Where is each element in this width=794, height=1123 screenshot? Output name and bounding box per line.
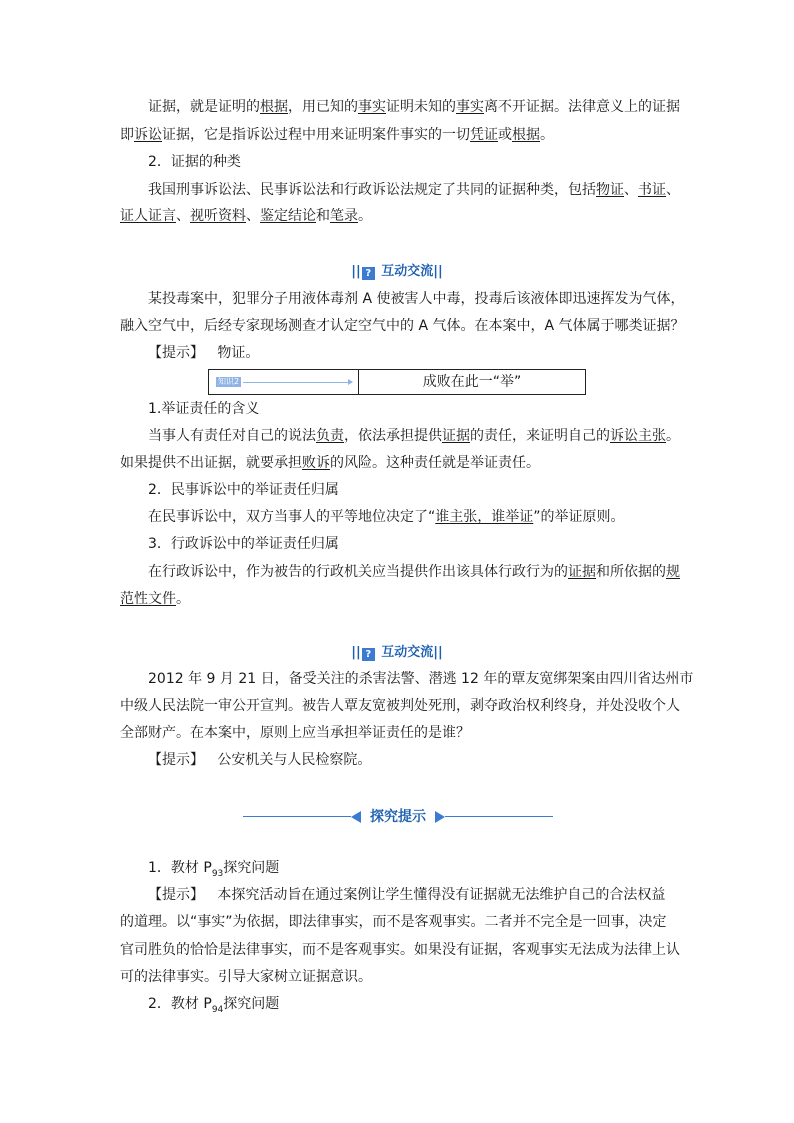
question-icon: ? — [362, 648, 375, 661]
probe-tip-line3: 官司胜负的恰恰是法律事实，而不是客观事实。如果没有证据，客观事实无法成为法律上认 — [120, 942, 680, 958]
paragraph-administrative-line1: 在行政诉讼中，作为被告的行政机关应当提供作出该具体行政行为的证据和所依据的规 — [148, 564, 680, 580]
exchange2-line1: 2012 年 9 月 21 日，备受关注的杀害法警、潜逃 12 年的覃友宽绑架案由四川省达州市 — [148, 671, 694, 687]
paragraph-evidence-definition-line1: 证据，就是证明的根据，用已知的事实证明未知的事实离不开证据。法律意义上的证据 — [148, 99, 680, 115]
probe-tip-line2: 的道理。以“事实”为依据，即法律事实，而不是客观事实。二者并不完全是一回事，决定 — [120, 914, 667, 930]
exchange2-line3: 全部财产。在本案中，原则上应当承担举证责任的是谁？ — [120, 725, 470, 741]
paragraph-administrative-line2: 范性文件。 — [120, 591, 190, 607]
exchange1-line1: 某投毒案中，犯罪分子用液体毒剂 A 使被害人中毒，投毒后该液体即迅速挥发为气体， — [148, 291, 685, 307]
exchange2-tip: 【提示】 公安机关与人民检察院。 — [148, 752, 372, 768]
divider-right — [445, 816, 553, 817]
paragraph-evidence-types-line2: 证人证言、视听资料、鉴定结论和笔录。 — [120, 208, 372, 224]
exchange-heading-2: || ? 互动交流|| — [351, 645, 443, 660]
paragraph-burden-line2: 如果提供不出证据，就要承担败诉的风险。这种责任就是举证责任。 — [120, 455, 540, 471]
heading-civil-burden: 2．民事诉讼中的举证责任归属 — [148, 482, 339, 498]
paragraph-evidence-types-line1: 我国刑事诉讼法、民事诉讼法和行政诉讼法规定了共同的证据种类，包括物证、书证、 — [148, 182, 680, 198]
knowledge-tag-cell — [209, 370, 359, 394]
knowledge-table — [208, 369, 586, 395]
exchange2-line2: 中级人民法院一审公开宣判。被告人覃友宽被判处死刑，剥夺政治权利终身，并处没收个人 — [120, 698, 680, 714]
heading-administrative-burden: 3．行政诉讼中的举证责任归属 — [148, 536, 339, 552]
knowledge-title: 成败在此一“举” — [422, 374, 522, 390]
arrow-right-icon — [243, 382, 351, 383]
paragraph-evidence-definition-line2: 即诉讼证据，它是指诉讼过程中用来证明案件事实的一切凭证或根据。 — [120, 127, 554, 143]
paragraph-burden-line1: 当事人有责任对自己的说法负责，依法承担提供证据的责任，来证明自己的诉讼主张。 — [148, 428, 680, 444]
knowledge-tag: 知识2 — [218, 377, 240, 386]
question-icon: ? — [362, 267, 375, 280]
exchange1-line2: 融入空气中，后经专家现场测查才认定空气中的 A 气体。在本案中，A 气体属于哪类证据？ — [120, 318, 685, 334]
heading-evidence-types: 2．证据的种类 — [148, 154, 241, 170]
probe-question-2: 2．教材 $P_{94}$探究问题 — [148, 996, 280, 1015]
heading-burden-meaning: 1.举证责任的含义 — [148, 401, 260, 417]
probe-tip-line1: 【提示】 本探究活动旨在通过案例让学生懂得没有证据就无法维护自己的合法权益 — [148, 887, 666, 903]
probe-tip-line4: 可的法律事实。引导大家树立证据意识。 — [120, 969, 372, 985]
exchange1-tip: 【提示】 物证。 — [148, 345, 260, 361]
probe-heading — [243, 808, 553, 826]
paragraph-civil-burden: 在民事诉讼中，双方当事人的平等地位决定了“谁主张，谁举证”的举证原则。 — [148, 509, 625, 525]
probe-question-1: 1．教材 $P_{93}$探究问题 — [148, 860, 280, 879]
triangle-right-icon — [435, 811, 445, 823]
exchange-heading-1: || ? 互动交流|| — [351, 264, 443, 279]
probe-title: 探究提示 — [370, 809, 426, 825]
